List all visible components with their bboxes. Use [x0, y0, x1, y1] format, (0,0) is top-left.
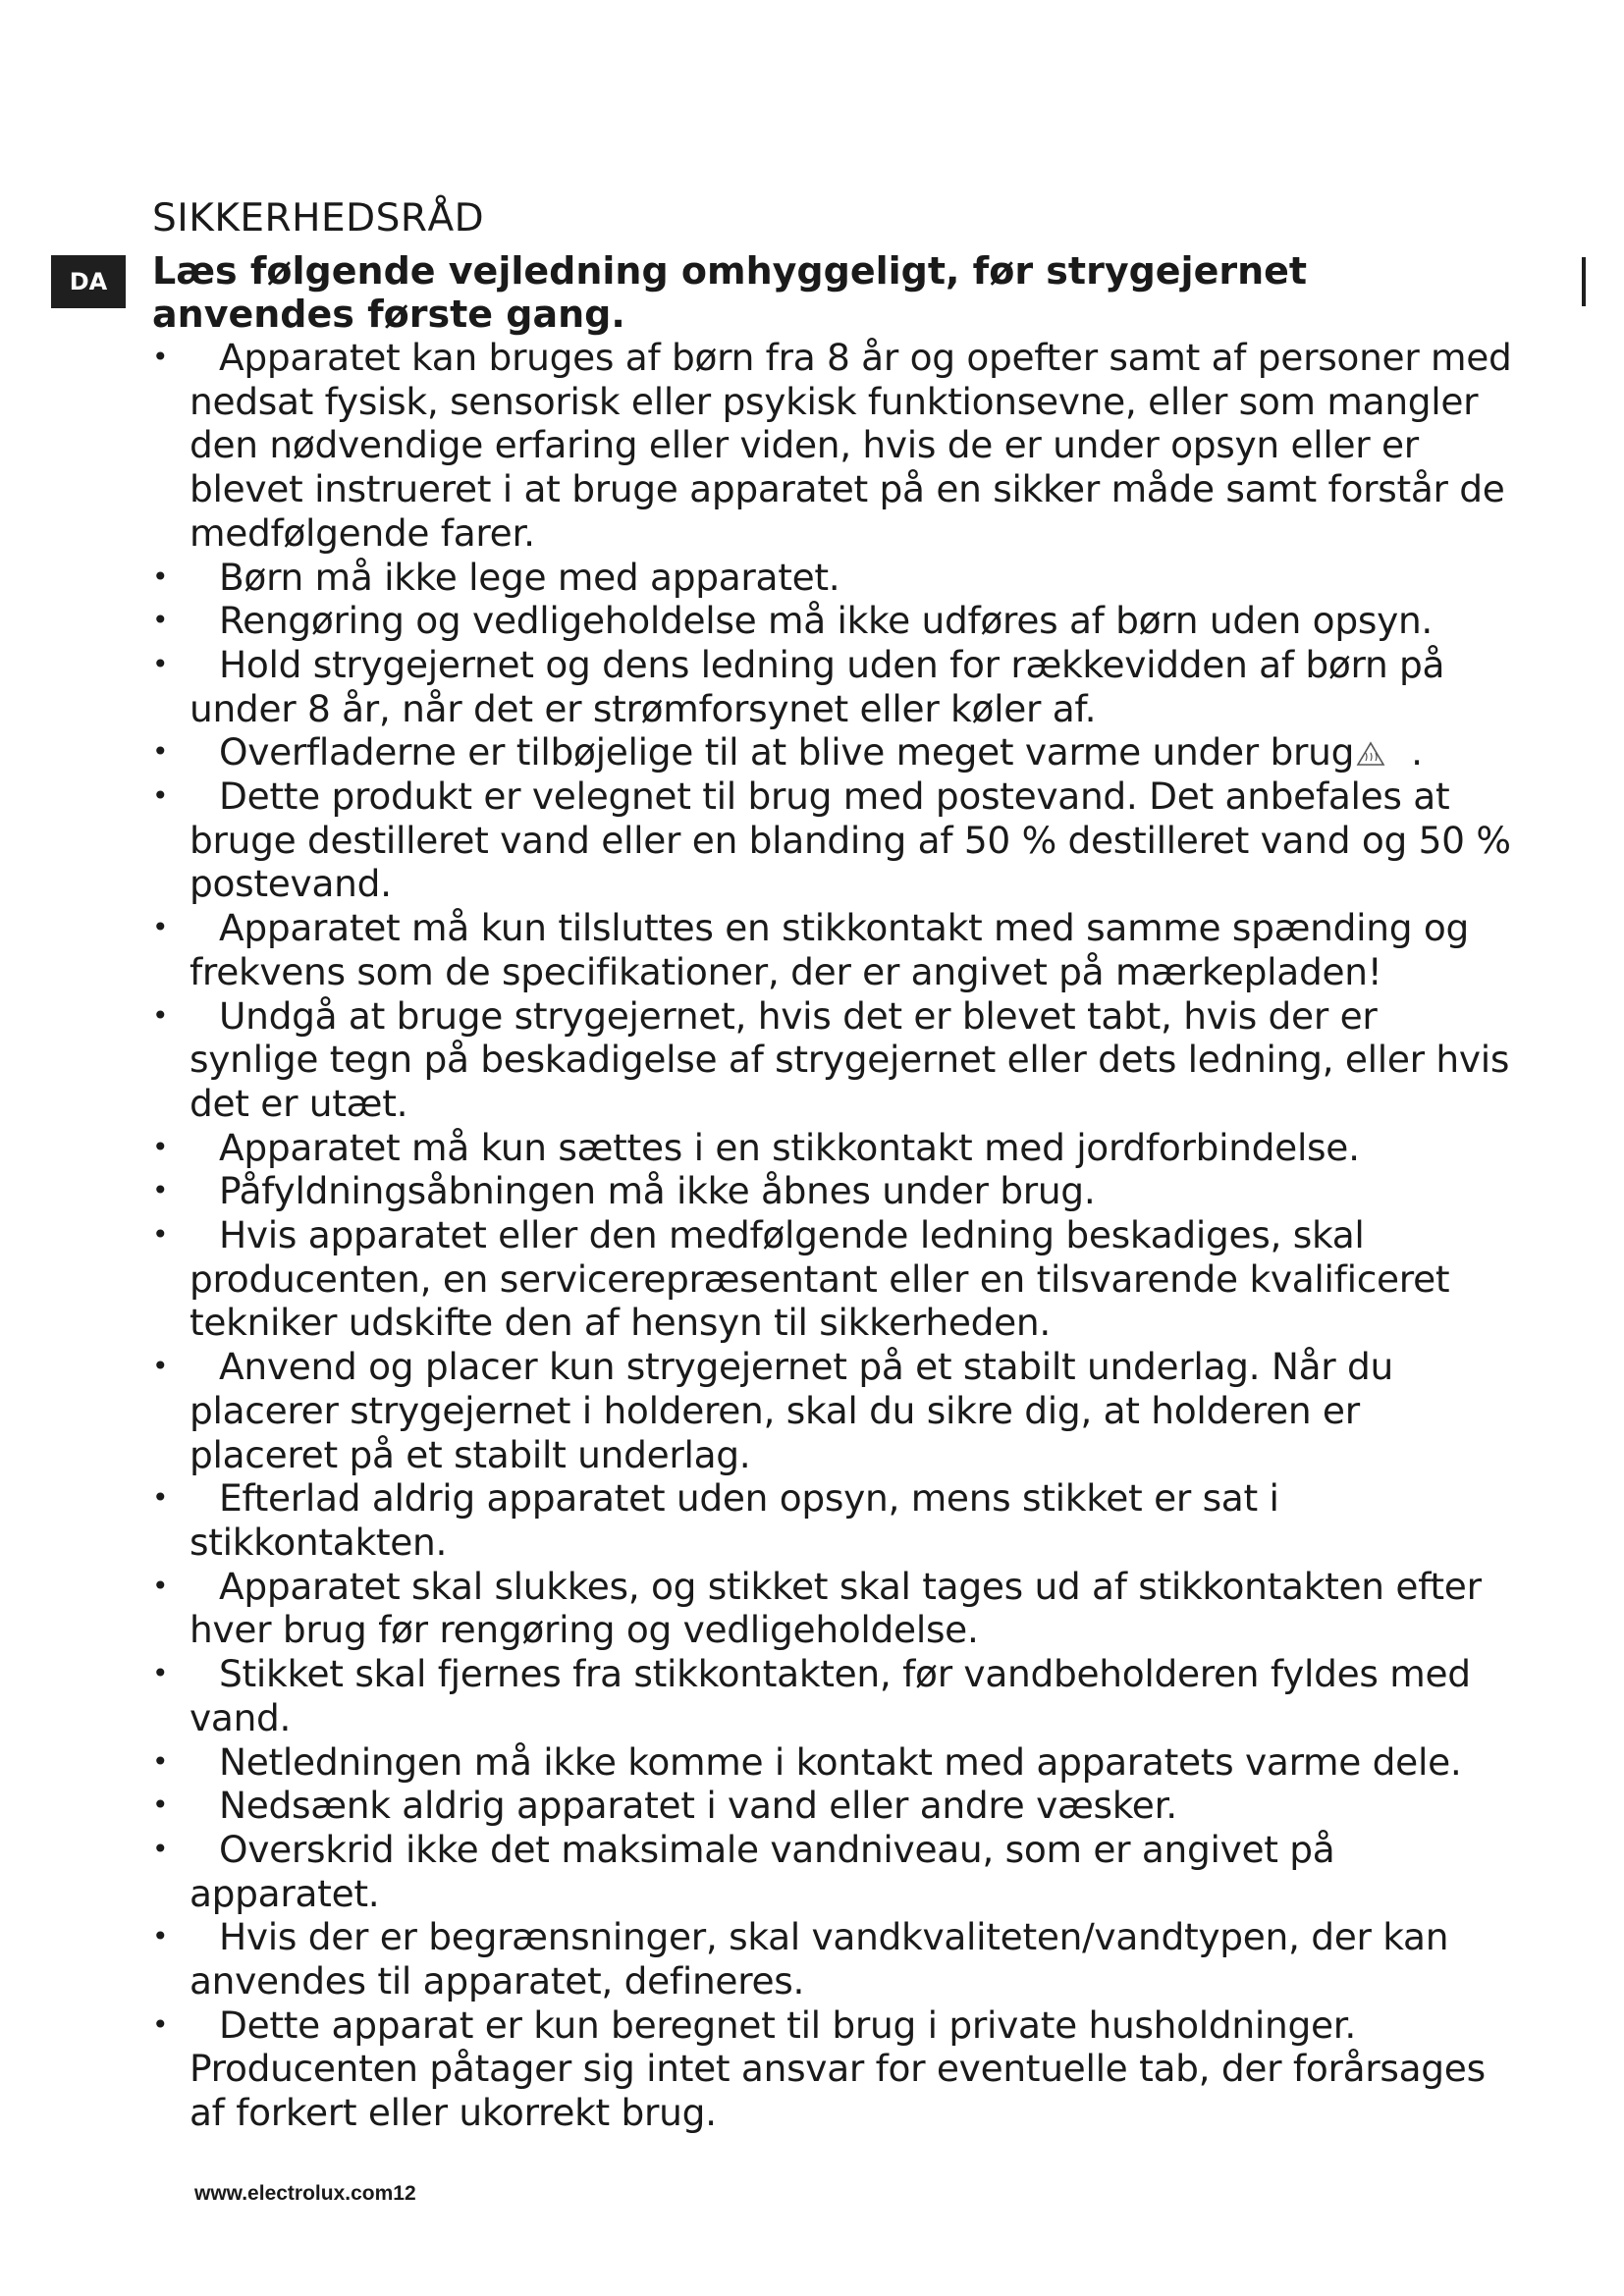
bullet: • — [152, 1744, 169, 1778]
bullet: • — [152, 1920, 169, 1953]
hot-surface-warning-icon — [1356, 741, 1385, 767]
margin-marker — [1582, 257, 1586, 306]
hot-surface-period: . — [1411, 730, 1423, 774]
section-title: SIKKERHEDSRÅD — [152, 196, 485, 240]
list-item-text: Hvis apparatet eller den medfølgende ledning beskadiges, skal producenten, en servicerepræsentant eller en tilsvarende kvalificeret tekniker udskifte den af hensyn til sikkerheden. — [189, 1213, 1450, 1345]
bullet: • — [152, 560, 169, 593]
bullet: • — [152, 1218, 169, 1252]
list-item-text: Rengøring og vedligeholdelse må ikke udføres af børn uden opsyn. — [219, 599, 1434, 643]
list-item-text: Hold strygejernet og dens ledning uden for rækkevidden af børn på under 8 år, når det er strømforsynet eller køler af. — [189, 642, 1445, 730]
bullet: • — [152, 1569, 169, 1602]
list-item-text: Apparatet kan bruges af børn fra 8 år og opefter samt af personer med nedsat fysisk, sensorisk eller psykisk funktionsevne, eller som mangler den nødvendige erfaring eller viden, hvis de er under opsyn eller er blevet instrueret i at bruge apparatet på en sikker måde samt forstår de medfølgende farer. — [189, 336, 1512, 555]
bullet: • — [152, 1657, 169, 1690]
list-item — [152, 1213, 1517, 1345]
list-item-text: Nedsænk aldrig apparatet i vand eller andre væsker. — [219, 1784, 1177, 1828]
list-item-text: Dette apparat er kun beregnet til brug i private husholdninger. Producenten påtager sig intet ansvar for eventuelle tab, der forårsages af forkert eller ukorrekt brug. — [189, 2002, 1486, 2135]
list-item — [152, 1476, 1517, 1564]
list-item-text: Børn må ikke lege med apparatet. — [219, 555, 840, 599]
hot-surface-text: Overfladerne er tilbøjelige til at blive meget varme under brug — [219, 730, 1355, 774]
bullet: • — [152, 341, 169, 373]
bullet: • — [152, 1174, 169, 1207]
bullet: • — [152, 647, 169, 680]
list-item-text: Hvis der er begrænsninger, skal vandkvaliteten/vandtypen, der kan anvendes til apparatet, defineres. — [189, 1915, 1449, 2003]
list-item — [152, 730, 1517, 774]
list-item — [152, 906, 1517, 993]
list-item — [152, 1784, 1517, 1828]
bullet: • — [152, 1789, 169, 1822]
list-item — [152, 994, 1517, 1126]
bullet: • — [152, 1130, 169, 1163]
list-item — [152, 1740, 1517, 1785]
footer-url-page-number: www.electrolux.com12 — [194, 2182, 416, 2205]
list-item — [152, 1652, 1517, 1739]
bullet: • — [152, 779, 169, 813]
list-item-text: Overskrid ikke det maksimale vandniveau, som er angivet på apparatet. — [189, 1827, 1335, 1915]
safety-list — [152, 336, 1517, 2135]
bullet: • — [152, 1481, 169, 1515]
list-item-text: Efterlad aldrig apparatet uden opsyn, mens stikket er sat i stikkontakten. — [189, 1476, 1279, 1564]
list-item — [152, 1828, 1517, 1915]
list-item-text: Anvend og placer kun strygejernet på et stabilt underlag. Når du placerer strygejernet i holderen, skal du sikre dig, at holderen er placeret på et stabilt underlag. — [189, 1345, 1394, 1476]
bullet: • — [152, 2007, 169, 2041]
bullet: • — [152, 998, 169, 1032]
intro-heading: Læs følgende vejledning omhyggeligt, før strygejernet anvendes første gang. — [152, 249, 1308, 336]
list-item — [152, 336, 1517, 556]
bullet: • — [152, 1350, 169, 1383]
list-item-text: Stikket skal fjernes fra stikkontakten, før vandbeholderen fyldes med vand. — [189, 1652, 1471, 1739]
list-item — [152, 556, 1517, 600]
list-item — [152, 599, 1517, 643]
bullet: • — [152, 911, 169, 944]
list-item — [152, 1169, 1517, 1213]
language-tab: DA — [51, 255, 126, 308]
list-item — [152, 1345, 1517, 1476]
list-item — [152, 643, 1517, 730]
list-item — [152, 774, 1517, 906]
list-item-text: Netledningen må ikke komme i kontakt med apparatets varme dele. — [219, 1739, 1462, 1784]
list-item — [152, 1915, 1517, 2002]
list-item-text: Apparatet må kun tilsluttes en stikkontakt med samme spænding og frekvens som de specifikationer, der er angivet på mærkepladen! — [189, 906, 1470, 993]
list-item-text: Undgå at bruge strygejernet, hvis det er blevet tabt, hvis der er synlige tegn på beskadigelse af strygejernet eller dets ledning, eller hvis det er utæt. — [189, 993, 1510, 1125]
bullet: • — [152, 1832, 169, 1865]
list-item — [152, 1565, 1517, 1652]
list-item-text: Apparatet skal slukkes, og stikket skal tages ud af stikkontakten efter hver brug før rengøring og vedligeholdelse. — [189, 1564, 1482, 1652]
list-item-text — [189, 730, 1517, 774]
bullet: • — [152, 604, 169, 637]
bullet: • — [152, 735, 169, 769]
list-item — [152, 2003, 1517, 2135]
list-item-text: Påfyldningsåbningen må ikke åbnes under brug. — [219, 1169, 1096, 1213]
list-item — [152, 1126, 1517, 1170]
list-item-text: Dette produkt er velegnet til brug med postevand. Det anbefales at bruge destilleret vand eller en blanding af 50 % destilleret vand og 50 % postevand. — [189, 774, 1511, 906]
list-item-text: Apparatet må kun sættes i en stikkontakt med jordforbindelse. — [219, 1125, 1360, 1169]
